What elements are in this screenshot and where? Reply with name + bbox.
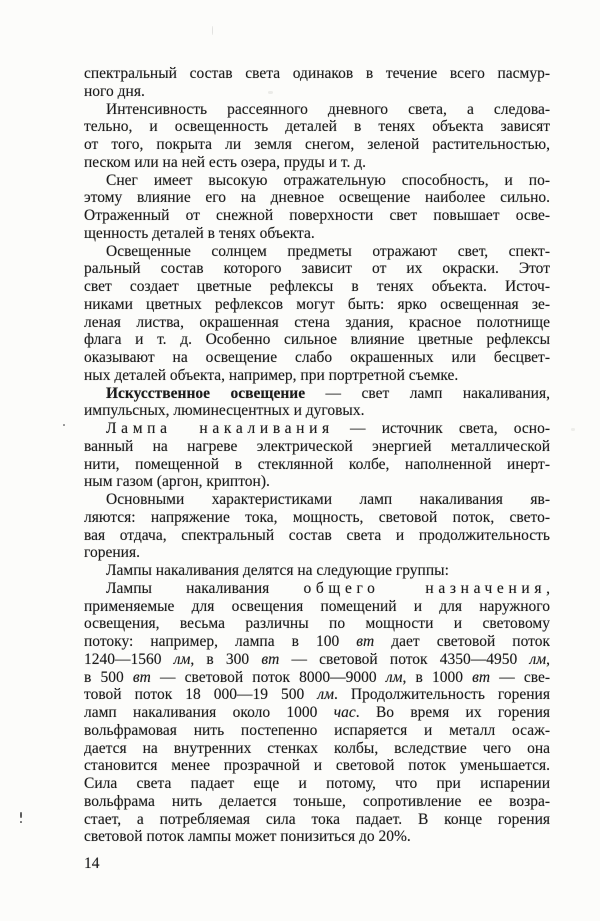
text-segment: , в 300 [190,650,262,668]
text-line [84,775,550,793]
text-segment: потоку: например, лампа в 100 [84,633,357,650]
text-segment: становится менее прозрачной и световой поток уменьшается. [84,757,550,775]
text-segment: , [546,579,550,597]
text-line [84,83,550,101]
text-line [84,722,550,740]
text-segment: флага и т. д. Особенно сильное влияние цветные рефлексы [84,331,550,349]
text-segment: Искусственное освещение [106,384,306,402]
text-segment: — све- [490,668,550,686]
text-segment: ральный состав которого зависит от их окраски. Этот [84,260,550,278]
text-line [84,118,550,136]
text-segment: вт [132,668,151,686]
text-segment: товой поток 18 000—19 500 [84,686,318,704]
scan-speck [571,428,575,431]
scan-speck [63,424,65,426]
text-line [84,438,550,456]
text-line [84,757,550,775]
text-segment: стает, а потребляемая сила тока падает. В конце горения [84,810,550,828]
text-segment: ным газом (аргон, криптон). [84,473,270,491]
text-segment: общего назначения [303,579,547,597]
text-line [84,243,550,261]
text-line [84,811,550,829]
text-segment: Снег имеет высокую отражательную способность, и по- [106,171,550,189]
text-line [84,598,550,616]
text-segment: Сила света падает еще и потому, что при испарении [84,775,550,792]
text-segment: . Во время их горения [355,704,550,721]
text-segment: никами цветных рефлексов могут быть: ярко освещенная зе- [84,295,550,313]
text-segment: час [333,704,356,721]
text-line [84,580,550,598]
text-segment: световой поток лампы может понизиться до 20%. [84,828,411,846]
text-segment: лм [317,686,334,704]
page-number: 14 [84,855,100,872]
text-line [84,278,550,296]
text-line [84,349,550,367]
text-line [84,402,550,420]
text-segment: этому влияние его на дневное освещение наиболее сильно. [84,189,550,207]
text-segment: песком или на ней есть озера, пруды и т. д. [84,153,366,171]
text-line [84,314,550,332]
text-line [84,172,550,190]
text-segment: , [546,650,550,668]
text-segment: Освещенные солнцем предметы отражают свет, спект- [106,242,550,260]
text-line [84,331,550,349]
text-segment: нити, помещенной в стеклянной колбе, наполненной инерт- [84,455,550,473]
text-segment: Отраженный от снежной поверхности свет повышает осве- [84,207,550,224]
text-line [84,473,550,491]
text-segment: — световой поток 8000—9000 [150,668,386,686]
text-line [84,562,550,580]
text-line [84,509,550,527]
text-line [84,101,550,119]
text-line [84,260,550,278]
text-segment: леная листва, окрашенная стена здания, красное полотнище [84,313,550,331]
text-segment: импульсных, люминесцентных и дуговых. [84,402,365,420]
text-segment: дается на внутренних стенках колбы, вследствие чего она [84,739,550,757]
text-segment: вт [472,668,491,686]
text-line [84,154,550,172]
text-line [84,704,550,722]
text-segment: ванный на нагреве электрической энергией металлической [84,437,550,455]
text-segment: Основными характеристиками ламп накаливания яв- [106,491,550,508]
text-line [84,367,550,385]
text-line [84,420,550,438]
text-segment: вт [261,650,280,668]
text-segment: ного дня. [84,82,145,100]
text-segment: Лампа накаливания [106,420,334,437]
text-line [84,65,550,83]
text-segment: лм [385,668,403,686]
text-line [84,456,550,474]
text-line [84,296,550,314]
text-line [84,136,550,154]
text-segment: — свет ламп накаливания, [305,384,550,402]
text-segment: щенность деталей в тенях объекта. [84,224,315,242]
text-segment: ляются: напряжение тока, мощность, световой поток, свето- [84,508,550,526]
text-segment: — источник света, осно- [333,420,550,437]
text-line [84,527,550,545]
text-segment: лм [529,650,547,668]
text-segment: оказывают на освещение слабо окрашенных или бесцвет- [84,349,550,366]
scan-speck [268,91,273,94]
text-segment: лм [173,650,191,668]
text-segment: — световой поток 4350—4950 [279,650,530,668]
text-segment: горения. [84,544,140,562]
text-segment: , в 1000 [402,668,473,686]
text-line [84,225,550,243]
scan-speck [20,821,22,823]
text-segment: в 500 [84,668,133,686]
text-segment: свет создает цветные рефлексы в тенях объекта. Источ- [84,278,550,295]
text-segment: . Продолжительность горения [333,686,550,704]
text-block [84,65,550,846]
text-segment: Лампы накаливания [106,579,304,597]
text-line [84,189,550,207]
text-segment: дает световой поток [374,633,550,650]
text-line [84,740,550,758]
text-segment: ных деталей объекта, например, при портретной съемке. [84,366,459,384]
text-segment: Интенсивность рассеянного дневного света, а следова- [106,100,550,118]
text-line [84,544,550,562]
text-segment: ламп накаливания около 1000 [84,704,334,721]
text-segment: вольфрама нить делается тоньше, сопротивление ее возра- [84,792,550,810]
text-line [84,385,550,403]
text-segment: применяемые для освещения помещений и для наружного [84,597,550,615]
text-line [84,793,550,811]
text-line [84,633,550,651]
text-line [84,686,550,704]
text-segment: спектральный состав света одинаков в течение всего пасмур- [84,65,550,82]
text-segment: тельно, и освещенность деталей в тенях объекта зависят [84,118,550,136]
text-segment: вая отдача, спектральный состав света и продолжительность [84,526,550,544]
text-line [84,615,550,633]
text-segment: от того, покрыта ли земля снегом, зеленой растительностью, [84,136,550,153]
text-line [84,828,550,846]
scan-speck [20,812,22,818]
text-line [84,669,550,687]
text-segment: освещения, весьма различны по мощности и световому [84,615,550,633]
text-segment: вт [356,633,375,650]
text-line [84,491,550,509]
scan-speck [212,26,213,35]
text-line [84,207,550,225]
text-line [84,651,550,669]
text-segment: вольфрамовая нить постепенно испаряется и металл осаж- [84,721,550,739]
text-segment: Лампы накаливания делятся на следующие группы: [106,562,449,579]
text-segment: 1240—1560 [84,650,174,668]
